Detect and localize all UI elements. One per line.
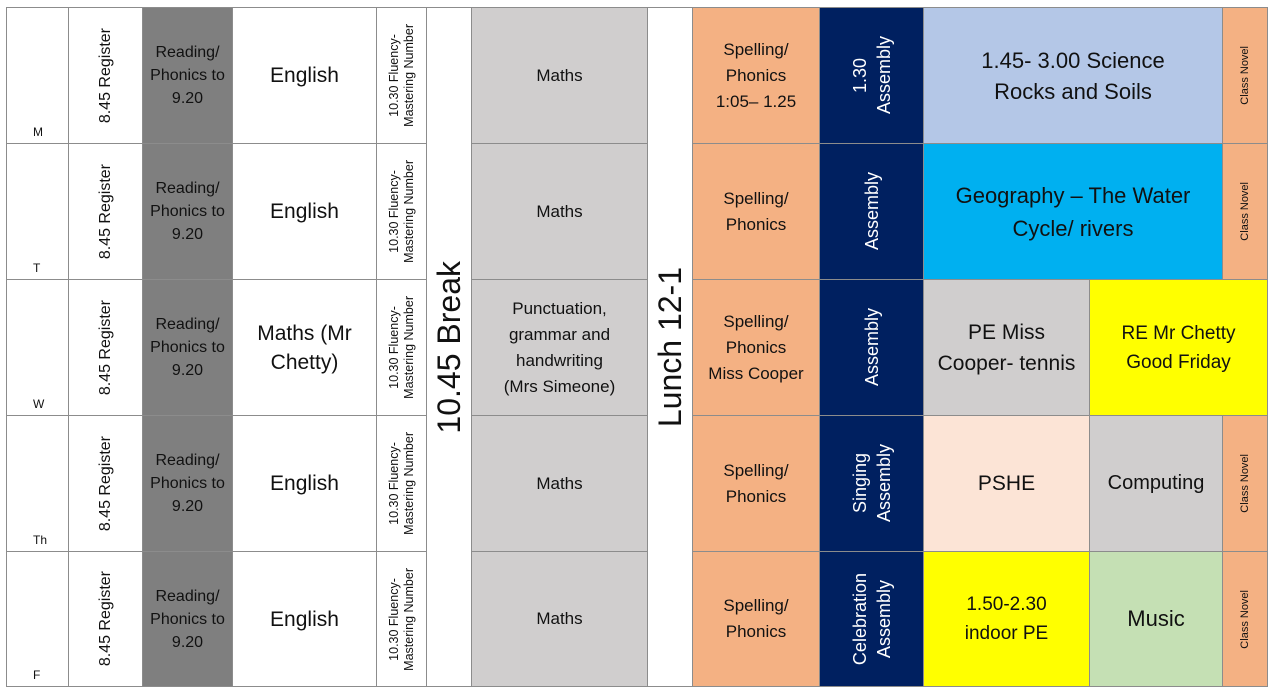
assembly-tue: Assembly bbox=[819, 143, 924, 280]
day-label-tue: T bbox=[6, 143, 69, 280]
spelling-tue: Spelling/ Phonics bbox=[692, 143, 820, 280]
lesson2-wed: Punctuation, grammar and handwriting (Mrs Simeone) bbox=[471, 279, 648, 416]
fluency-fri: 10.30 Fluency- Mastering Number bbox=[376, 551, 427, 687]
class-novel-thu: Class Novel bbox=[1222, 415, 1268, 552]
register-fri: 8.45 Register bbox=[68, 551, 143, 687]
reading-phonics-wed: Reading/ Phonics to 9.20 bbox=[142, 279, 233, 416]
reading-phonics-thu: Reading/ Phonics to 9.20 bbox=[142, 415, 233, 552]
class-novel-fri: Class Novel bbox=[1222, 551, 1268, 687]
day-label-mon: M bbox=[6, 7, 69, 144]
register-wed: 8.45 Register bbox=[68, 279, 143, 416]
assembly-wed: Assembly bbox=[819, 279, 924, 416]
afternoon2-thu: Computing bbox=[1089, 415, 1223, 552]
spelling-thu: Spelling/ Phonics bbox=[692, 415, 820, 552]
afternoon2-fri: Music bbox=[1089, 551, 1223, 687]
class-novel-tue: Class Novel bbox=[1222, 143, 1268, 280]
afternoon-mon: 1.45- 3.00 Science Rocks and Soils bbox=[923, 7, 1223, 144]
assembly-thu: Singing Assembly bbox=[819, 415, 924, 552]
fluency-wed: 10.30 Fluency- Mastering Number bbox=[376, 279, 427, 416]
spelling-fri: Spelling/ Phonics bbox=[692, 551, 820, 687]
fluency-thu: 10.30 Fluency- Mastering Number bbox=[376, 415, 427, 552]
break-column: 10.45 Break bbox=[426, 7, 472, 687]
lesson2-thu: Maths bbox=[471, 415, 648, 552]
afternoon-tue: Geography – The Water Cycle/ rivers bbox=[923, 143, 1223, 280]
lesson2-mon: Maths bbox=[471, 7, 648, 144]
day-label-wed: W bbox=[6, 279, 69, 416]
spelling-mon: Spelling/ Phonics 1:05– 1.25 bbox=[692, 7, 820, 144]
lesson1-tue: English bbox=[232, 143, 377, 280]
assembly-mon: 1.30 Assembly bbox=[819, 7, 924, 144]
lesson1-fri: English bbox=[232, 551, 377, 687]
afternoon2-wed: RE Mr Chetty Good Friday bbox=[1089, 279, 1268, 416]
register-tue: 8.45 Register bbox=[68, 143, 143, 280]
day-label-fri: F bbox=[6, 551, 69, 687]
reading-phonics-tue: Reading/ Phonics to 9.20 bbox=[142, 143, 233, 280]
register-thu: 8.45 Register bbox=[68, 415, 143, 552]
lesson2-fri: Maths bbox=[471, 551, 648, 687]
afternoon1-thu: PSHE bbox=[923, 415, 1090, 552]
assembly-fri: Celebration Assembly bbox=[819, 551, 924, 687]
day-label-thu: Th bbox=[6, 415, 69, 552]
lesson2-tue: Maths bbox=[471, 143, 648, 280]
reading-phonics-mon: Reading/ Phonics to 9.20 bbox=[142, 7, 233, 144]
fluency-tue: 10.30 Fluency- Mastering Number bbox=[376, 143, 427, 280]
afternoon1-fri: 1.50-2.30 indoor PE bbox=[923, 551, 1090, 687]
class-novel-mon: Class Novel bbox=[1222, 7, 1268, 144]
reading-phonics-fri: Reading/ Phonics to 9.20 bbox=[142, 551, 233, 687]
fluency-mon: 10.30 Fluency- Mastering Number bbox=[376, 7, 427, 144]
register-mon: 8.45 Register bbox=[68, 7, 143, 144]
lesson1-wed: Maths (Mr Chetty) bbox=[232, 279, 377, 416]
afternoon1-wed: PE Miss Cooper- tennis bbox=[923, 279, 1090, 416]
lesson1-mon: English bbox=[232, 7, 377, 144]
lunch-column: Lunch 12-1 bbox=[647, 7, 693, 687]
spelling-wed: Spelling/ Phonics Miss Cooper bbox=[692, 279, 820, 416]
lesson1-thu: English bbox=[232, 415, 377, 552]
